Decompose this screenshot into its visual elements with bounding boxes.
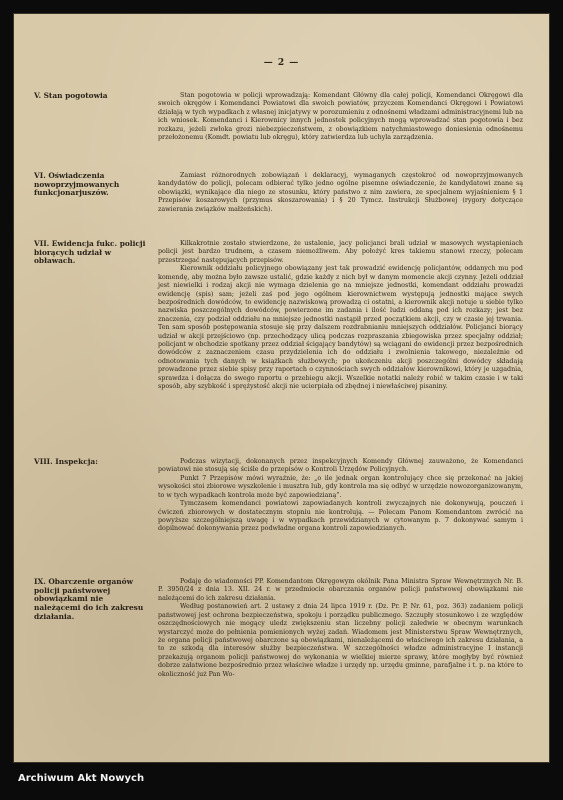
section-heading: IX. Obarczenie organów policji państwowej obowiązkami nie należącemi do ich zakresu działania. [34, 577, 144, 621]
paragraph: Punkt 7 Przepisów mówi wyraźnie, że: „o ile jednak organ kontrolujący chce się przekonać na jakiej wysokości stoi zbiorowe wyszkolenie i musztra lub, gdy kontrola ma się odbyć w urzędzie nowozorganizowanym, to w tych wypadkach kontrola może być zapowiedzianą”. [158, 474, 523, 499]
paragraph: Kilkakrotnie zostało stwierdzone, że ustalenie, jacy policjanci brali udział w masowych wystąpieniach policji jest bardzo trudnem, a czasem niemożliwem. Aby położyć kres takiemu stanowi rzeczy, polecam przestrzegać następujących przepisów. [158, 240, 523, 264]
paragraph: Podczas wizytacji, dokonanych przez inspekcyjnych Komendy Głównej zauważono, że Komendanci powiatowi nie stosują się ściśle do przepisów o Kontroli Urzędów Policyjnych. [158, 458, 523, 474]
paragraph: Według postanowień art. 2 ustawy z dnia 24 lipca 1919 r. (Dz. Pr. P. Nr. 61, poz. 363) zadaniem policji państwowej jest ochrona bezpieczeństwa, spokoju i porządku publicznego. Szczupły stosunkowo i ze względów oszczędnościowych nie mogący uledz zwiększeniu stan liczebny policji zaledwie w obecnym warunkach wystarczyć może do pełnienia pomienionych wyżej zadań. Wiadomem jest Ministerstwu Spraw Wewnętrznych, że organa policji państwowej obarczone są obowiązkami, nienależącemi do właściwego ich zakresu działania, a to ze szkodą dla interesów służby bezpieczeństwa. W szczególności władze administracyjne I instancji przekazują organom policji państwowej do wykonania w wielkiej mierze sprawy, które mogłyby być również dobrze załatwione bezpośrednio przez właściwe władze i urzędy np. urzędu gminne, parafjalne i t. p. na które to okoliczność już Pan Wo- [158, 603, 523, 678]
paragraph: Kierownik oddziału policyjnego obowiązany jest tak prowadzić ewidencję policjantów, oddanych mu pod komendę, aby można było zawsze ustalić, gdzie każdy z nich był w danym momencie akcji czynny. Jeżeli oddział jest niewielki i rodzaj akcji nie wymaga dzielenia go na mniejsze jednostki, komendant oddziału prowadzi ewidencję (spis) sam; jeżeli zaś pod jego ogólnem kierownictwem występują jednostki mające swych bezpośrednich dowódców, to ewidencję nazwiskową prowadzą ci ostatni, a kierownik akcji notuje u siebie tylko nazwiska poszczególnych dowódców, powierzone im zadania i ilość ludzi oddaną pod ich rozkazy; jest bez znaczenia, czy podział oddziału na mniejsze jednostki nastąpił przed początkiem akcji, czy w czasie jej trwania. Ten sam sposób postępowania stosuje się przy dalszem rozdrabnianiu mniejszych oddziałów. Policjanci biorący udział w akcji przejściowo (np. przechodzący ulicą podczas rozpraszania zbiegowiska przez specjalny oddział; policjant w obchodzie spotkany przez oddział ścigający bandytów) są wciągani do ewidencji przez bezpośrednich dowódców z zaznaczeniem czasu przydzielenia ich do oddziału i zwolnienia takowego, niezależnie od odnotowania tych danych w książkach służbowych; po ukończeniu akcji poszczególni dowódcy składają prowadzone przez siebie spisy przy raportach o czynnościach swych oddziałów kierownikowi, który je uzgadnia, sprawdza i dołącza do swego raportu o przebiegu akcji. Wszelkie notatki należy robić w takim czasie i w taki sposób, aby szybkość i sprężystość akcji nie ucierpiała od zbędnej i niewłaściwej pisaniny. [158, 265, 523, 391]
section-heading: VIII. Inspekcja: [34, 457, 98, 466]
section-body [158, 92, 523, 143]
paragraph: Podaję do wiadomości PP. Komendantom Okręgowym okólnik Pana Ministra Spraw Wewnętrznych Nr. B. P. 3950/24 z dnia 13. XII. 24 r. w przedmiocie obarczania organów policji państwowej obowiązkami nie należącemi do ich zakresu działania. [158, 578, 523, 602]
document-page [14, 14, 549, 762]
section-body [158, 240, 523, 392]
paragraph: Zamiast różnorodnych zobowiązań i deklaracyj, wymaganych częstokroć od nowoprzyjmowanych kandydatów do policji, polecam odbierać tylko jedno ogólne pisemne oświadczenie, że kandydatowi znane są obowiązki, wynikające dla niego ze stosunku, który państwo z nim zawiera, ze specjalnem wyjaśnieniem § 1 Przepisów koszarowych (przymus skoszarowania) i § 20 Tymcz. Instrukcji Służbowej (rygory dotyczące zawierania związków małżeńskich). [158, 172, 523, 213]
paragraph: Stan pogotowia w policji wprowadzają: Komendant Główny dla całej policji, Komendanci Okręgowi dla swoich okręgów i Komendanci Powiatowi dla swoich powiatów, przyczem Komendanci Okręgowi i Powiatowi działają w tych wypadkach z własnej inicjatywy w porozumieniu z odnośnemi władzami administracyjnemi lub na ich wniosek. Komendanci i Kierownicy innych jednostek policyjnych mogą wprowadzać stan pogotowia i bez rozkazu, jeżeli zwłoka grozi niebezpieczeństwem, z obowiązkiem natychmiastowego doniesienia odnośnemu przełożonemu (Komdt. powiatu lub okręgu), który zatwierdza lub uchyla zarządzenia. [158, 92, 523, 142]
paragraph: Tymczasem komendanci powiatowi zapowiadanych kontroli zwyczajnych nie dokonywują, pouczeń i ćwiczeń zbiorowych w dostatecznym stopniu nie kontrolują. — Polecam Panom Komendantom zwrócić na powyższe szczególniejszą uwagę i w wypadkach przewidzianych w cytowanym p. 7 dokonywać samym i dopilnować dokonywania przez podwładne organa kontroli zapowiedzianych. [158, 500, 523, 533]
section-heading: VII. Ewidencja fukc. policji biorących udział w obławach. [34, 239, 146, 266]
section-heading: V. Stan pogotowia [34, 91, 108, 100]
section-body [158, 458, 523, 534]
section-body [158, 172, 523, 214]
section-heading: VI. Oświadczenia nowoprzyjmowanych funkcjonarjuszów. [34, 171, 120, 198]
page-number: — 2 — [263, 58, 300, 68]
section-body [158, 578, 523, 679]
archive-watermark: Archiwum Akt Nowych [18, 773, 145, 784]
